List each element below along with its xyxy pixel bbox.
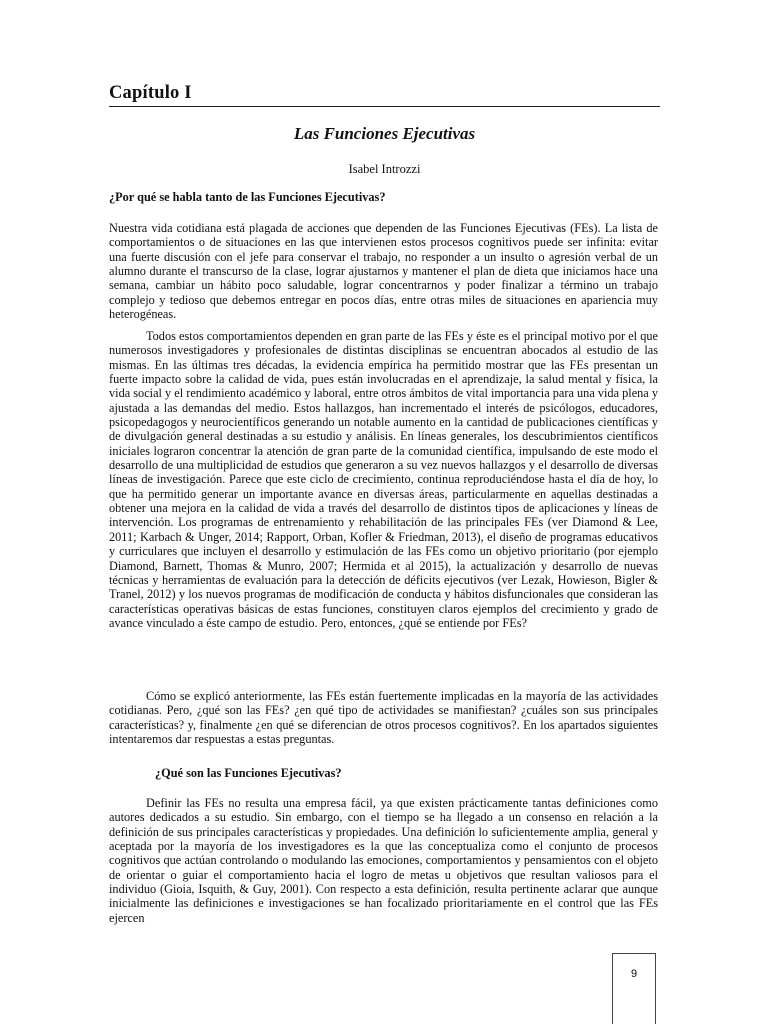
body-paragraph: Definir las FEs no resulta una empresa fácil, ya que existen prácticamente tantas definiciones como autores dedicados a su estudio. Sin embargo, con el tiempo se ha llegado a un consenso en relación a la definición de sus principales características y propiedades. Una definición lo suficientemente amplia, general y aceptada por la mayoría de los investigadores es la que las conceptualiza como el conjunto de procesos cognitivos que actúan controlando o modulando las emociones, comportamientos y pensamientos con el objeto de orientar o guiar el comportamiento hacia el logro de metas u objetivos que resultan valiosos para el individuo (Gioia, Isquith, & Guy, 2001). Con respecto a esta definición, resulta pertinente aclarar que aunque inicialmente las definiciones e investigaciones se han focalizado prioritariamente en el control que las FEs ejercen xyxy=(109,796,658,925)
body-paragraph: Nuestra vida cotidiana está plagada de acciones que dependen de las Funciones Ejecutivas (FEs). La lista de comportamientos o de situaciones en las que intervienen estos procesos cognitivos puede ser infinita: evitar una fuerte discusión con el jefe para conservar el trabajo, no responder a un insulto o agresión verbal de un alumno durante el transcurso de la clase, lograr ajustarnos y mantener el plan de dieta que iniciamos hace una semana, cambiar un hábito poco saludable, lograr concentrarnos y poder finalizar a término un trabajo complejo y tedioso que debemos entregar en pocos días, entre otras miles de situaciones en apariencia muy heterogéneas. xyxy=(109,221,658,322)
section-heading-what: ¿Qué son las Funciones Ejecutivas? xyxy=(155,766,342,780)
page-number: 9 xyxy=(630,968,638,980)
article-title: Las Funciones Ejecutivas xyxy=(293,124,476,143)
section-heading-why: ¿Por qué se habla tanto de las Funciones Ejecutivas? xyxy=(109,190,386,204)
page-number-box xyxy=(612,953,656,1024)
body-paragraph: Todos estos comportamientos dependen en gran parte de las FEs y éste es el principal motivo por el que numerosos investigadores y profesionales de distintas disciplinas se encuentran abocados al estudio de las mismas. En las últimas tres décadas, la evidencia empírica ha permitido mostrar que las FEs presentan un fuerte impacto sobre la calidad de vida, pues están involucradas en el aprendizaje, la salud mental y física, la vida social y el rendimiento académico y laboral, entre otros ámbitos de vital importancia para una vida plena y ajustada a las demandas del medio. Estos hallazgos, han incrementado el interés de psicólogos, educadores, psicopedagogos y neurocientíficos generando un notable aumento en la cantidad de publicaciones científicas y de divulgación general destinadas a su estudio y análisis. En líneas generales, los descubrimientos científicos iniciales lograron concentrar la atención de gran parte de la comunidad científica, impulsando de este modo el desarrollo de una multiplicidad de estudios que generaron a su vez nuevos hallazgos y el desarrollo de diversas líneas de investigación. Parece que este ciclo de crecimiento, continua reproduciéndose hasta el día de hoy, lo que ha permitido generar un importante avance en diversas áreas, particularmente en aquellas destinadas a obtener una mejora en la calidad de vida a través del desarrollo de distintos tipos de aplicaciones y líneas de intervención. Los programas de entrenamiento y rehabilitación de las principales FEs (ver Diamond & Lee, 2011; Karbach & Unger, 2014; Rapport, Orban, Kofler & Friedman, 2013), el diseño de programas educativos y curriculares que incluyen el desarrollo y estimulación de las FEs como un objetivo prioritario (por ejemplo Diamond, Barnett, Thomas & Munro, 2007; Hermida et al 2015), la actualización y desarrollo de nuevas técnicas y herramientas de evaluación para la detección de déficits ejecutivos (ver Lezak, Howieson, Bigler & Tranel, 2012) y los nuevos programas de modificación de conducta y hábitos disfuncionales que consideran las características operativas básicas de estas funciones, constituyen claros ejemplos del crecimiento y grado de avance vinculado a éste campo de estudio. Pero, entonces, ¿qué se entiende por FEs? xyxy=(109,329,658,630)
author-name: Isabel Introzzi xyxy=(348,162,421,176)
body-paragraph: Cómo se explicó anteriormente, las FEs están fuertemente implicadas en la mayoría de las actividades cotidianas. Pero, ¿qué son las FEs? ¿en qué tipo de actividades se manifiestan? ¿cuáles son sus principales características? y, finalmente ¿en qué se diferencian de otros procesos cognitivos?. En los apartados siguientes intentaremos dar respuestas a estas preguntas. xyxy=(109,689,658,747)
chapter-title: Capítulo I xyxy=(109,83,192,103)
chapter-divider xyxy=(109,106,660,107)
